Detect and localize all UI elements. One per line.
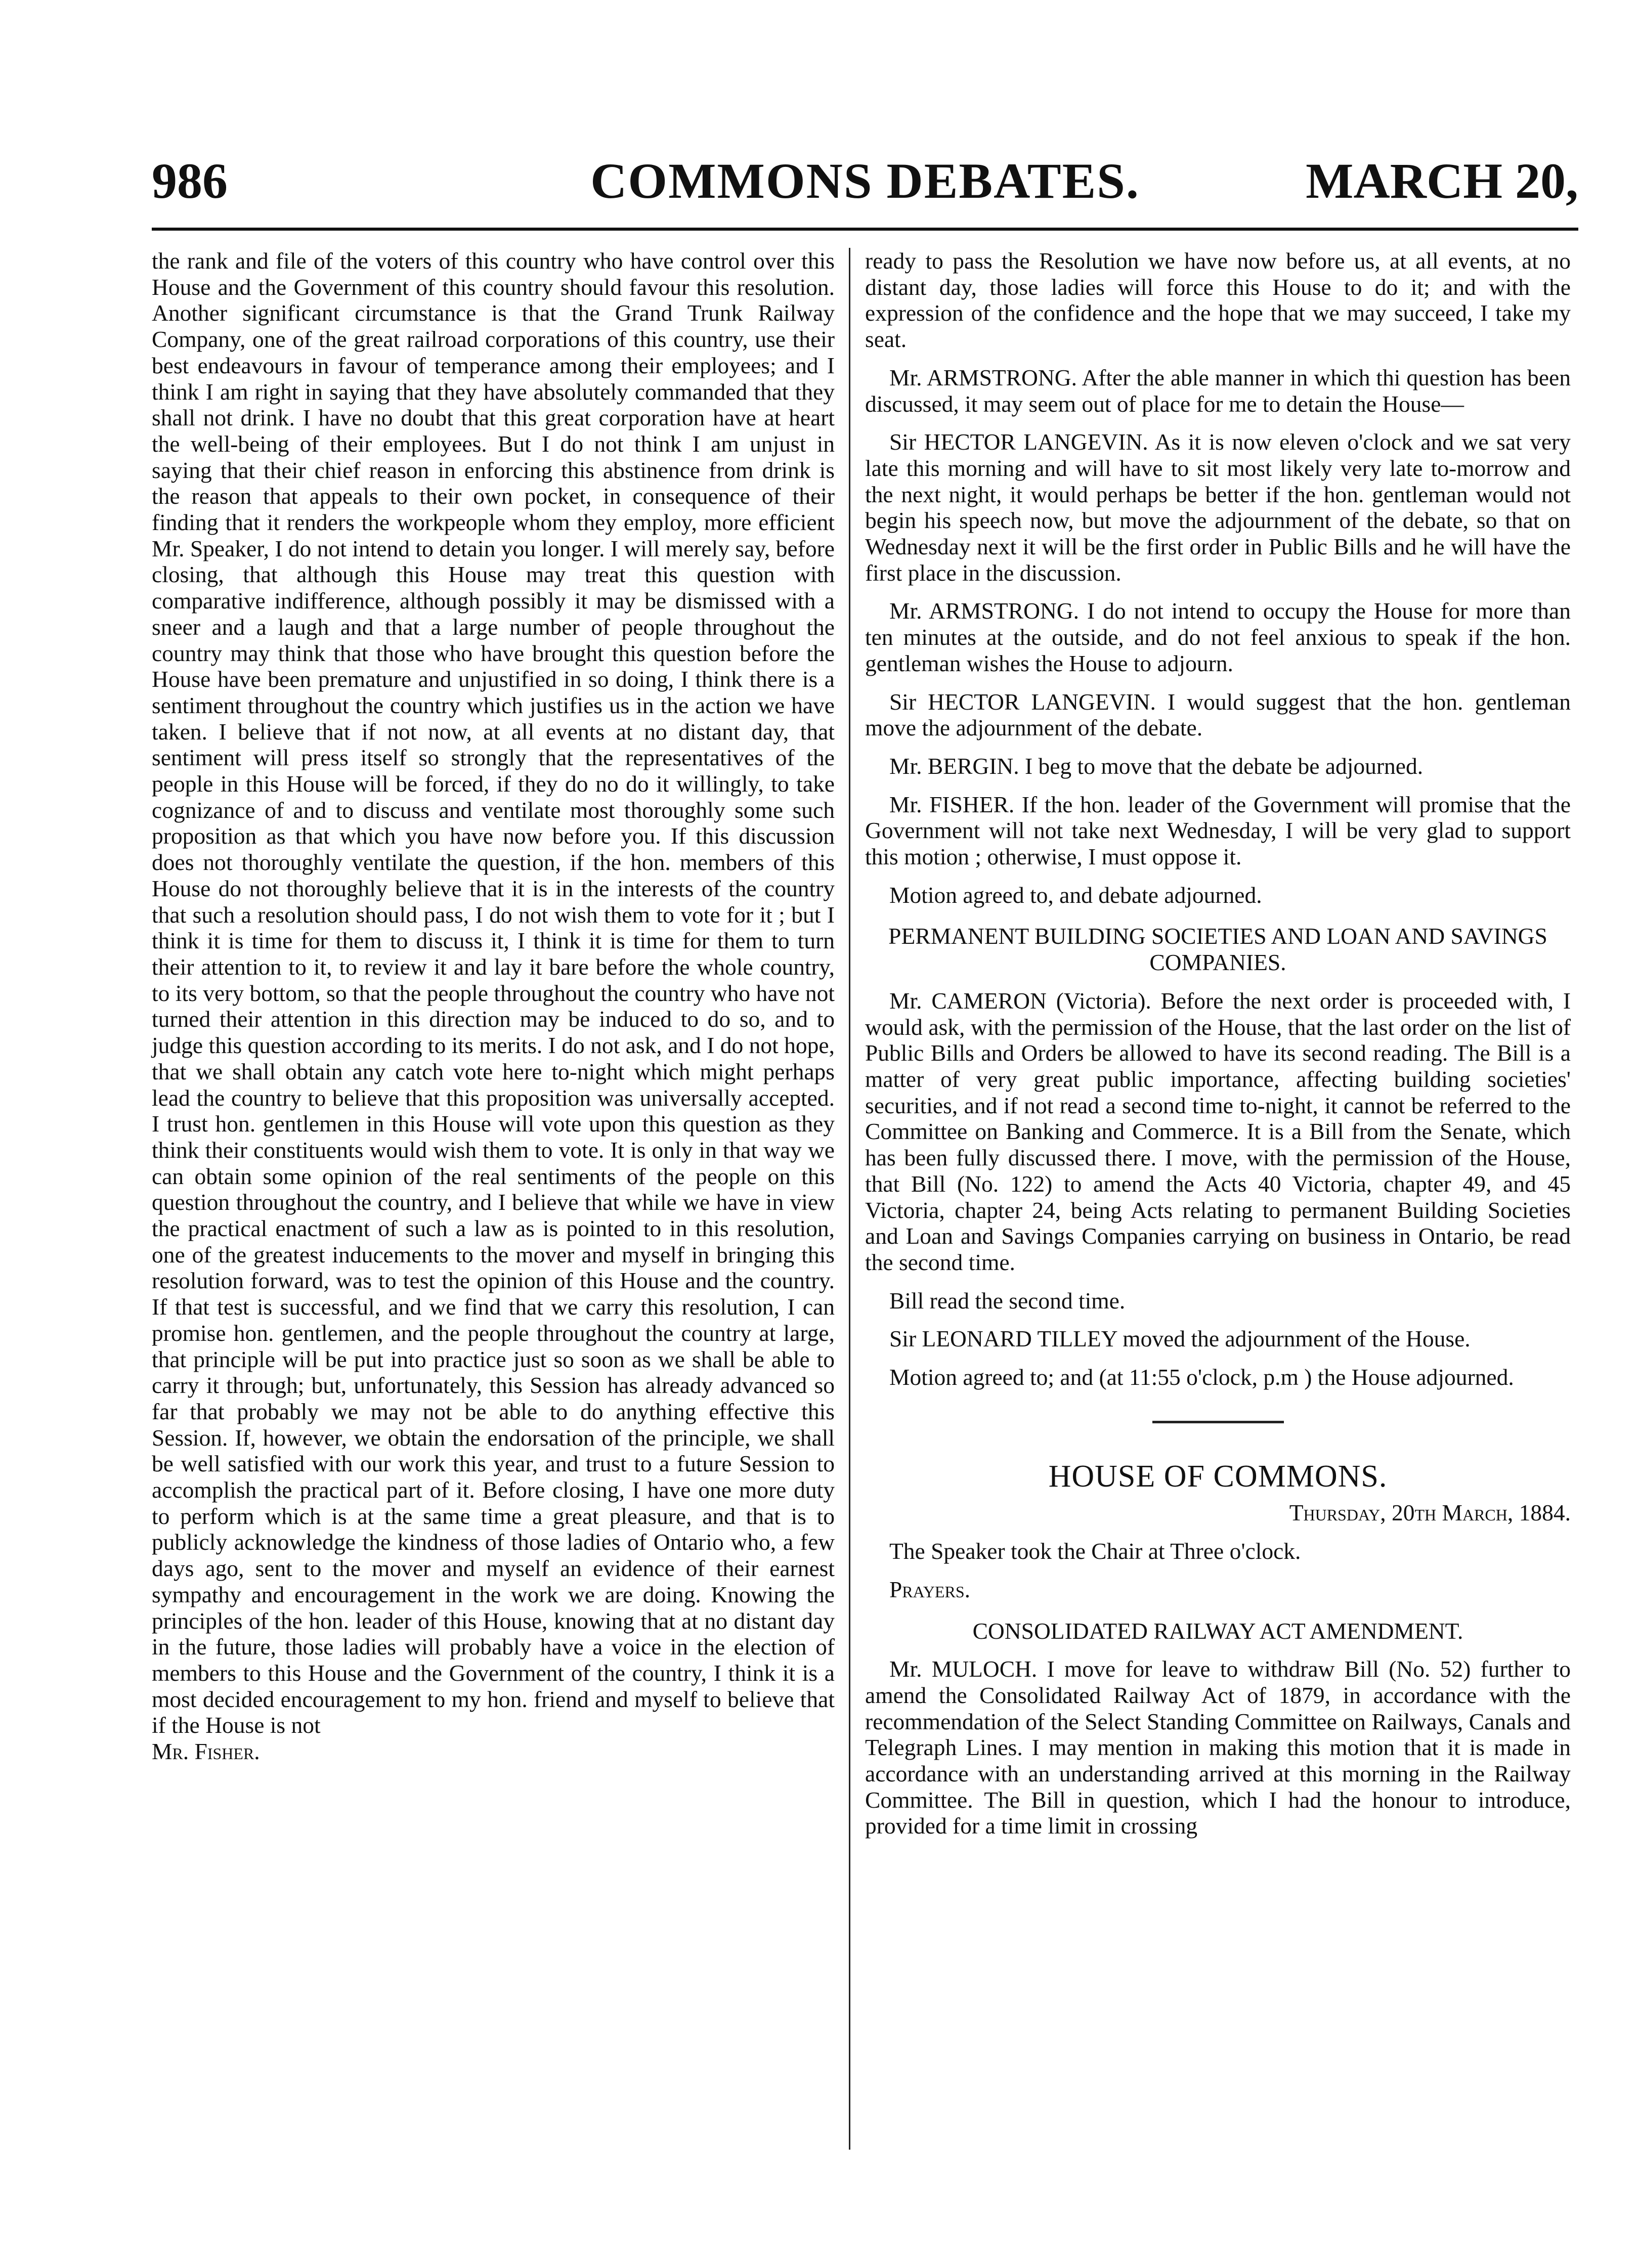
- left-column: [152, 248, 835, 1765]
- paragraph: Mr. ARMSTRONG. After the able manner in which thi question has been discussed, it may seem out of place for me to detain the House—: [865, 364, 1571, 417]
- column-divider: [849, 248, 850, 2150]
- paragraph: Sir HECTOR LANGEVIN. As it is now eleven o'clock and we sat very late this morning and will have to sit most likely very late to-morrow and the next night, it would perhaps be better if the hon. gentleman would not begin his speech now, but move the adjournment of the debate, so that on Wednesday next it will be the first order in Public Bills and he will have the first place in the discussion.: [865, 429, 1571, 586]
- paragraph: Motion agreed to; and (at 11:55 o'clock, p.m ) the House adjourned.: [889, 1364, 1514, 1390]
- paragraph: Sir LEONARD TILLEY moved the adjournment of the House.: [889, 1326, 1471, 1352]
- header-date: MARCH 20,: [1306, 153, 1578, 209]
- house-heading: HOUSE OF COMMONS.: [1048, 1459, 1388, 1494]
- paragraph: Mr. CAMERON (Victoria). Before the next order is proceeded with, I would ask, with the permission of the House, that the last order on the list of Public Bills and Orders be allowed to have its second reading. The Bill is a matter of very great public importance, affecting building societies' securities, and if not read a second time to-night, it cannot be referred to the Committee on Banking and Commerce. It is a Bill from the Senate, which has been fully discussed there. I move, with the permission of the House, that Bill (No. 122) to amend the Acts 40 Victoria, chapter 49, and 45 Victoria, chapter 24, being Acts relating to permanent Building Societies and Loan and Savings Companies carrying on business in Ontario, be read the second time.: [865, 987, 1571, 1275]
- section-heading: CONSOLIDATED RAILWAY ACT AMENDMENT.: [972, 1618, 1463, 1644]
- paragraph: Motion agreed to, and debate adjourned.: [889, 882, 1262, 908]
- page-header: [152, 152, 1578, 233]
- paragraph: Mr. FISHER. If the hon. leader of the Government will promise that the Government will not take next Wednesday, I will be very glad to support this motion ; otherwise, I must oppose it.: [865, 791, 1571, 870]
- header-rule: [152, 228, 1578, 231]
- section-heading: PERMANENT BUILDING SOCIETIES AND LOAN AND SAVINGS COMPANIES.: [888, 923, 1547, 976]
- page-number: 986: [152, 153, 228, 209]
- prayers-label: Prayers.: [889, 1576, 970, 1602]
- dateline: Thursday, 20th March, 1884.: [1289, 1500, 1571, 1526]
- right-column: [865, 248, 1571, 1839]
- footer-speaker: Mr. Fisher.: [152, 1738, 260, 1765]
- paragraph: Mr. ARMSTRONG. I do not intend to occupy the House for more than ten minutes at the outside, and do not feel anxious to speak if the hon. gentleman wishes the House to adjourn.: [865, 598, 1571, 676]
- paragraph: The Speaker took the Chair at Three o'clock.: [889, 1538, 1301, 1564]
- section-divider: [1152, 1421, 1284, 1423]
- paragraph: Mr. MULOCH. I move for leave to withdraw Bill (No. 52) further to amend the Consolidated Railway Act of 1879, in accordance with the recommendation of the Select Standing Committee on Railways, Canals and Telegraph Lines. I may mention in making this motion that it is made in accordance with an understanding arrived at this morning in the Railway Committee. The Bill in question, which I had the honour to introduce, provided for a time limit in crossing: [865, 1656, 1571, 1839]
- left-paragraph: the rank and file of the voters of this country who have control over this House and the Government of this country should favour this resolution. Another significant circumstance is that the Grand Trunk Railway Company, one of the great railroad corporations of this country, use their best endeavours in favour of temperance among their employees; and I think I am right in saying that they have absolutely commanded that they shall not drink. I have no doubt that this great corporation have at heart the well-being of their employees. But I do not think I am unjust in saying that their chief reason in enforcing this abstinence from drink is the reason that appeals to their own pocket, in consequence of their finding that it renders the workpeople whom they employ, more efficient Mr. Speaker, I do not intend to detain you longer. I will merely say, before closing, that although this House may treat this question with comparative indifference, although possibly it may be dismissed with a sneer and a laugh and that a large number of people throughout the country may think that those who have brought this question before the House have been premature and unjustified in so doing, I think there is a sentiment throughout the country which justifies us in the action we have taken. I believe that if not now, at all events at no distant day, that sentiment will press itself so strongly that the representatives of the people in this House will be forced, if they do no do it willingly, to take cognizance of and to discuss and ventilate most thoroughly some such proposition as that which you have now before you. If this discussion does not thoroughly ventilate the question, if the hon. members of this House do not thoroughly believe that it is in the interests of the country that such a resolution should pass, I do not wish them to vote for it ; but I think it is time for them to discuss it, I think it is time for them to turn their attention to it, to review it and lay it bare before the whole country, to its very bottom, so that the people throughout the country who have not turned their attention in this direction may be induced to do so, and to judge this question according to its merits. I do not ask, and I do not hope, that we shall obtain any catch vote here to-night which might perhaps lead the country to believe that this proposition was universally accepted. I trust hon. gentlemen in this House will vote upon this question as they think their constituents would wish them to vote. It is only in that way we can obtain some opinion of the real sentiments of the people on this question throughout the country, and I believe that while we have in view the practical enactment of such a law as is pointed to in this resolution, one of the greatest inducements to the mover and myself in bringing this resolution forward, was to test the opinion of this House and the country. If that test is successful, and we find that we carry this resolution, I can promise hon. gentlemen, and the people throughout the country at large, that principle will be put into practice just so soon as we shall be able to carry it through; but, unfortunately, this Session has already advanced so far that probably we may not be able to do anything effective this Session. If, however, we obtain the endorsation of the principle, we shall be well satisfied with our work this year, and trust to a future Session to accomplish the practical part of it. Before closing, I have one more duty to perform which is at the same time a great pleasure, and that is to publicly acknowledge the kindness of those ladies of Ontario who, a few days ago, sent to the mover and myself an evidence of their earnest sympathy and encouragement in the work we are doing. Knowing the principles of the hon. leader of this House, knowing that at no distant day in the future, those ladies will probably have a voice in the election of members to this House and the Government of the country, I think it is a most decided encouragement to my hon. friend and myself to believe that if the House is not: [152, 248, 835, 1738]
- paragraph: Sir HECTOR LANGEVIN. I would suggest that the hon. gentleman move the adjournment of the debate.: [865, 688, 1571, 741]
- paragraph: ready to pass the Resolution we have now before us, at all events, at no distant day, those ladies will force this House to do it; and with the expression of the confidence and the hope that we may succeed, I take my seat.: [865, 248, 1571, 353]
- paragraph: Bill read the second time.: [889, 1287, 1126, 1314]
- paragraph: Mr. BERGIN. I beg to move that the debate be adjourned.: [889, 753, 1424, 779]
- page-title: COMMONS DEBATES.: [590, 153, 1140, 209]
